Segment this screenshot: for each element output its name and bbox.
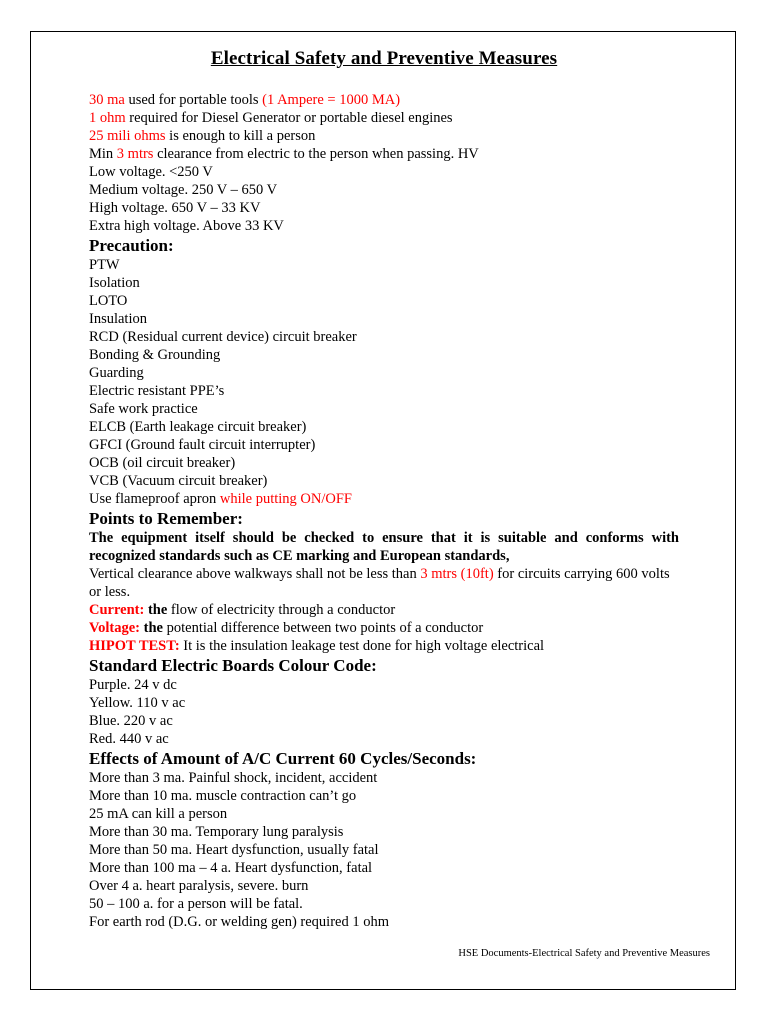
list-item: LOTO xyxy=(89,293,128,309)
list-item: 50 – 100 a. for a person will be fatal. xyxy=(89,896,303,912)
term: Voltage: xyxy=(89,620,141,636)
text: Min xyxy=(89,146,117,162)
hipot-definition xyxy=(89,637,679,655)
text: It is the insulation leakage test done for high voltage electrical xyxy=(179,638,545,654)
intro-line-1 xyxy=(89,91,679,109)
list-item: Insulation xyxy=(89,311,147,327)
list-item: Yellow. 110 v ac xyxy=(89,695,186,711)
list-item: Purple. 24 v dc xyxy=(89,677,177,693)
list-item: Blue. 220 v ac xyxy=(89,713,173,729)
text: for circuits carrying 600 volts or less. xyxy=(89,566,670,600)
highlight: 1 ohm xyxy=(89,110,126,126)
highlight: 25 mili ohms xyxy=(89,128,166,144)
list-item: More than 30 ma. Temporary lung paralysis xyxy=(89,824,344,840)
points-heading: Points to Remember: xyxy=(89,509,243,528)
text: is enough to kill a person xyxy=(165,128,316,144)
list-item: VCB (Vacuum circuit breaker) xyxy=(89,473,268,489)
text: potential difference between two points of a conductor xyxy=(162,620,484,636)
list-item-apron xyxy=(89,490,679,508)
list-item: More than 10 ma. muscle contraction can’t go xyxy=(89,788,357,804)
text: Use flameproof apron xyxy=(89,491,220,507)
current-definition xyxy=(89,601,679,619)
article: the xyxy=(144,602,168,618)
precaution-heading: Precaution: xyxy=(89,236,174,255)
highlight: 30 ma xyxy=(89,92,125,108)
highlight: (1 Ampere = 1000 MA) xyxy=(262,92,401,108)
list-item: Safe work practice xyxy=(89,401,198,417)
intro-line-3 xyxy=(89,127,679,145)
effects-heading: Effects of Amount of A/C Current 60 Cycles/Seconds: xyxy=(89,749,477,768)
intro-line-7: High voltage. 650 V – 33 KV xyxy=(89,200,261,216)
text: used for portable tools xyxy=(124,92,263,108)
text: clearance from electric to the person when passing. HV xyxy=(153,146,479,162)
colour-code-heading: Standard Electric Boards Colour Code: xyxy=(89,656,377,675)
intro-line-2 xyxy=(89,109,679,127)
list-item: More than 100 ma – 4 a. Heart dysfunction, fatal xyxy=(89,860,373,876)
page-title: Electrical Safety and Preventive Measures xyxy=(210,48,558,69)
list-item: More than 3 ma. Painful shock, incident, accident xyxy=(89,770,378,786)
list-item: Isolation xyxy=(89,275,140,291)
intro-line-4 xyxy=(89,145,679,163)
list-item: RCD (Residual current device) circuit breaker xyxy=(89,329,357,345)
article: the xyxy=(140,620,163,636)
vertical-clearance-paragraph xyxy=(89,565,679,601)
text: flow of electricity through a conductor xyxy=(167,602,396,618)
list-item: Bonding & Grounding xyxy=(89,347,221,363)
highlight: 3 mtrs (10ft) xyxy=(420,566,494,582)
list-item: Red. 440 v ac xyxy=(89,731,169,747)
document-body xyxy=(89,45,679,931)
equipment-paragraph: The equipment itself should be checked to ensure that it is suitable and conforms with recognized standards such as CE marking and European standards, xyxy=(89,530,679,564)
voltage-definition xyxy=(89,619,679,637)
list-item: For earth rod (D.G. or welding gen) required 1 ohm xyxy=(89,914,389,930)
list-item: 25 mA can kill a person xyxy=(89,806,228,822)
list-item: PTW xyxy=(89,257,120,273)
list-item: ELCB (Earth leakage circuit breaker) xyxy=(89,419,307,435)
intro-line-8: Extra high voltage. Above 33 KV xyxy=(89,218,284,234)
highlight: 3 mtrs xyxy=(116,146,154,162)
term: Current: xyxy=(89,602,145,618)
list-item: OCB (oil circuit breaker) xyxy=(89,455,236,471)
intro-line-5: Low voltage. <250 V xyxy=(89,164,213,180)
term: HIPOT TEST: xyxy=(89,638,180,654)
list-item: Over 4 a. heart paralysis, severe. burn xyxy=(89,878,309,894)
text: required for Diesel Generator or portable diesel engines xyxy=(125,110,453,126)
list-item: Guarding xyxy=(89,365,144,381)
list-item: GFCI (Ground fault circuit interrupter) xyxy=(89,437,316,453)
highlight: while putting ON/OFF xyxy=(219,491,352,507)
intro-line-6: Medium voltage. 250 V – 650 V xyxy=(89,182,278,198)
text: Vertical clearance above walkways shall not be less than xyxy=(89,566,421,582)
page-footer: HSE Documents-Electrical Safety and Preventive Measures xyxy=(458,948,710,959)
list-item: Electric resistant PPE’s xyxy=(89,383,225,399)
list-item: More than 50 ma. Heart dysfunction, usually fatal xyxy=(89,842,379,858)
